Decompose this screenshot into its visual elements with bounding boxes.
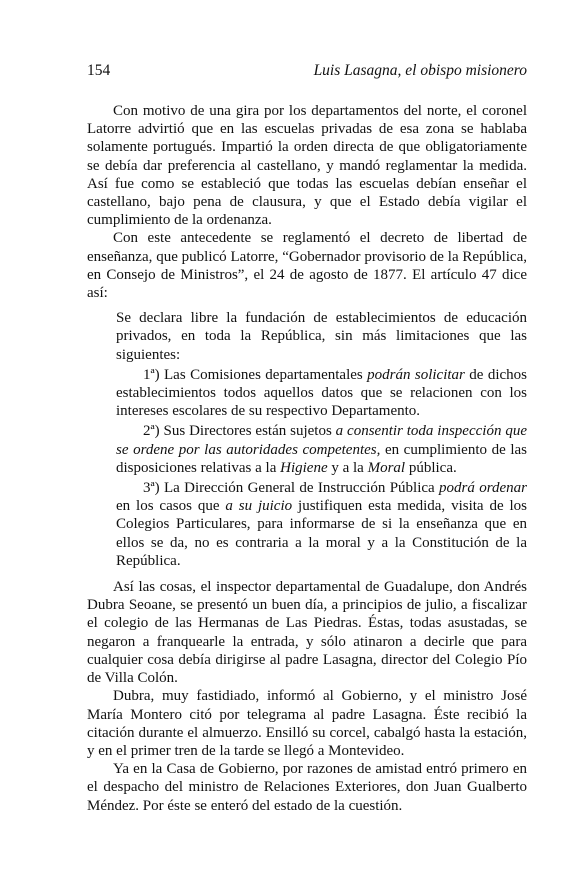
quote-emphasis: podrán solicitar — [367, 366, 465, 383]
quote-emphasis: a consentir toda inspección que se ordene por las autoridades competentes, — [116, 423, 527, 458]
paragraph: Así las cosas, el inspector departamental de Guadalupe, don Andrés Dubra Seoane, se presentó un buen día, a principios de julio, a fiscalizar el colegio de las Hermanas de Las Piedras. Éstas, todas asustadas, se negaron a franquearle la entrada, y sólo atinaron a decirle que para cualquier cosa debía dirigirse al padre Lasagna, director del Colegio Pío de Villa Colón. — [87, 579, 527, 687]
block-quote — [116, 309, 527, 570]
paragraph: Ya en la Casa de Gobierno, por razones de amistad entró primero en el despacho del ministro de Relaciones Exteriores, don Juan Gualberto Méndez. Por éste se enteró del estado de la cuestión. — [87, 761, 527, 814]
paragraph: Dubra, muy fastidiado, informó al Gobierno, y el ministro José María Montero citó por telegrama al padre Lasagna. Éste recibió la citación durante el almuerzo. Ensilló su corcel, cabalgó hasta la estación, y en el primer tren de la tarde se llegó a Montevideo. — [87, 688, 527, 759]
page-header — [87, 62, 527, 80]
quote-text: justifiquen esta medida, visita de los Colegios Particulares, para informarse de si la enseñanza que en ellos se da, no es contraria a la moral y a la Constitución de la República. — [116, 498, 528, 569]
running-title: Luis Lasagna, el obispo misionero — [313, 62, 527, 79]
paragraph: Con este antecedente se reglamentó el decreto de libertad de enseñanza, que publicó Latorre, “Gobernador provisorio de la República, en Consejo de Ministros”, el 24 de agosto de 1877. El artículo 47 dice así: — [87, 230, 527, 302]
quote-emphasis: podrá ordenar — [439, 480, 527, 497]
quote-text: 1ª) Las Comisiones departamentales — [143, 366, 368, 383]
book-page — [87, 62, 527, 815]
quote-text: 2ª) Sus Directores están sujetos — [143, 423, 336, 440]
quote-text: pública. — [405, 459, 457, 476]
quote-item-3 — [116, 479, 527, 570]
paragraph: Con motivo de una gira por los departamentos del norte, el coronel Latorre advirtió que en las escuelas privadas de esa zona se hablaba solamente portugués. Impartió la orden directa de que obligatoriamente se debía dar preferencia al castellano, y mandó reglamentar la medida. Así fue como se estableció que todas las escuelas debían enseñar el castellano, bajo pena de clausura, y que el Estado debía vigilar el cumplimiento de la ordenanza. — [87, 103, 527, 229]
quote-item-2 — [116, 422, 527, 477]
quote-emphasis: Higiene — [280, 459, 328, 476]
quote-text: 3ª) La Dirección General de Instrucción Pública — [143, 480, 440, 497]
quote-item-1 — [116, 366, 527, 421]
quote-text: en los casos que — [116, 498, 226, 515]
quote-intro: Se declara libre la fundación de establecimientos de educación privados, en toda la República, sin más limitaciones que las siguientes: — [116, 310, 527, 363]
quote-text: y a la — [327, 459, 368, 476]
quote-emphasis: a su juicio — [225, 498, 293, 515]
page-number: 154 — [87, 62, 111, 79]
quote-text: en cumplimiento de las disposiciones relativas a la — [116, 441, 527, 476]
quote-emphasis: Moral — [367, 459, 406, 476]
main-text — [87, 102, 527, 815]
quote-text: de dichos establecimientos todos aquellos datos que se relacionen con los intereses escolares de su respectivo Departamento. — [116, 366, 527, 420]
